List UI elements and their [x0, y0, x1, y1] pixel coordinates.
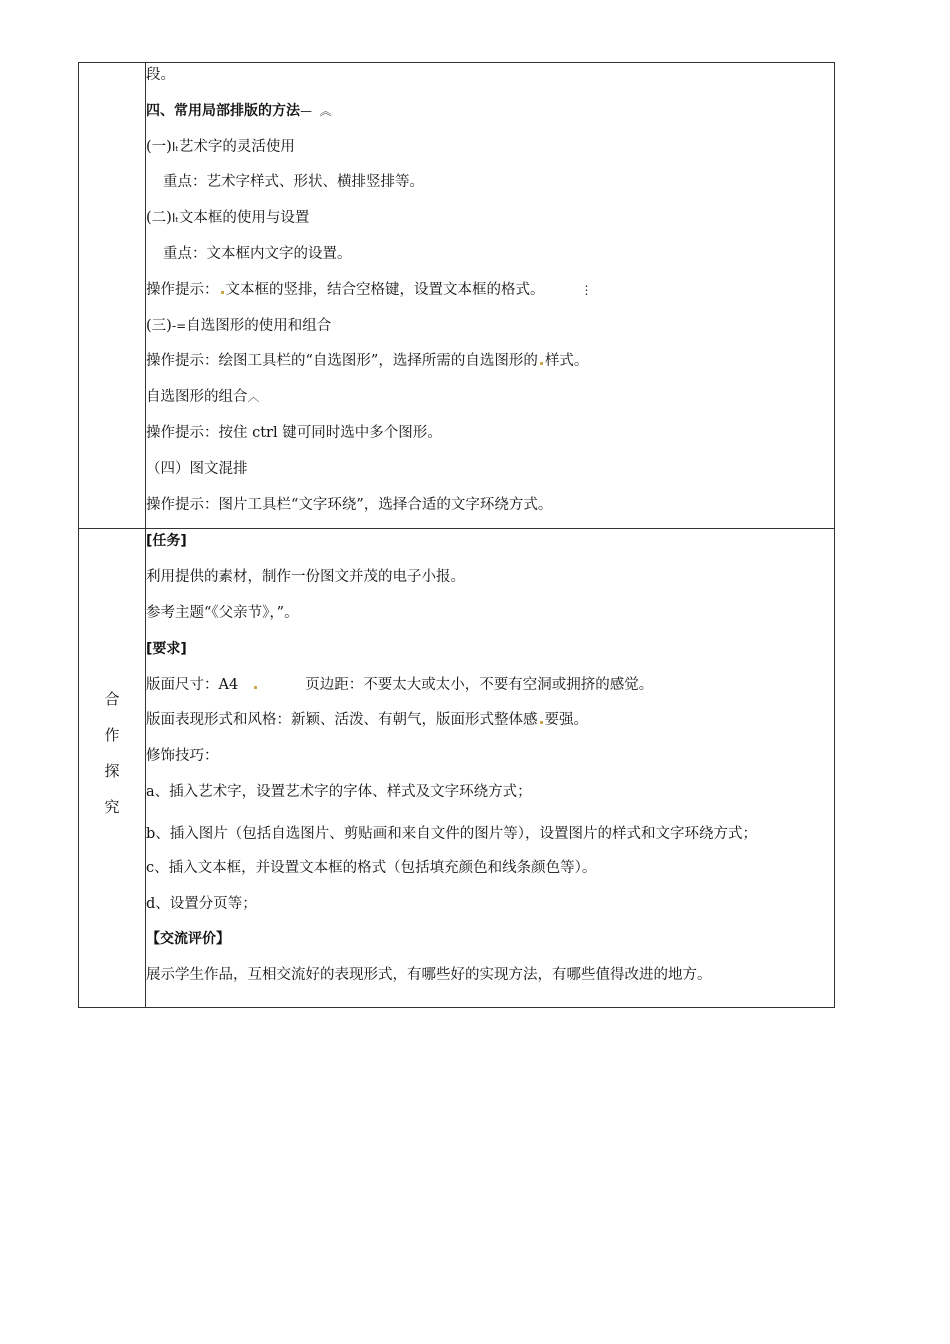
tip-item: a、插入艺术字，设置艺术字的字体、样式及文字环绕方式； [146, 783, 532, 800]
tip-item: b、插入图片（包括自选图片、剪贴画和来自文件的图片等），设置图片的样式和文字环绕方式； [146, 825, 758, 842]
dot-mark-icon [221, 291, 224, 294]
subheading-4: （四）图文混排 [146, 460, 248, 477]
group-line: 自选图形的组合︿ [146, 389, 260, 406]
section-heading: 四、常用局部排版的方法— ︽ [146, 102, 332, 119]
tip-line-1: 操作提示： 文本框的竖排，结合空格键，设置文本框的格式。 ⋮ [146, 281, 593, 298]
glyph-mark-icon: Ⅰₜ [171, 211, 179, 226]
task-text: 利用提供的素材，制作一份图文并茂的电子小报。 [146, 569, 465, 586]
task-heading: [任务] [146, 533, 187, 550]
dot-mark-icon [540, 721, 543, 724]
dot-mark-icon [254, 686, 257, 689]
theme-text: 参考主题“《父亲节》，”。 [146, 604, 299, 621]
tip-line-4: 操作提示：图片工具栏“文字环绕”，选择合适的文字环绕方式。 [146, 496, 553, 513]
cooperation-content-cell [146, 529, 835, 1008]
key-point-2: 重点：文本框内文字的设置。 [163, 245, 352, 262]
dot-mark-icon [540, 362, 543, 365]
glyph-mark-icon: Ⅰₜ [171, 139, 179, 154]
cooperation-row [79, 529, 835, 1008]
tip-item: c、插入文本框，并设置文本框的格式（包括填充颜色和线条颜色等）。 [146, 859, 597, 876]
subheading-3: (三)-=自选图形的使用和组合 [146, 317, 332, 334]
methods-label-cell [79, 63, 146, 529]
tip-item: d、设置分页等； [146, 895, 257, 912]
lesson-table [78, 62, 835, 1008]
requirements-heading: [要求] [146, 640, 187, 657]
text-line: 段。 [146, 67, 175, 83]
size-line: 版面尺寸：A4 页边距：不要太大或太小，不要有空洞或拥挤的感觉。 [146, 676, 654, 693]
evaluation-text: 展示学生作品，互相交流好的表现形式，有哪些好的实现方法，有哪些值得改进的地方。 [146, 967, 712, 984]
style-line: 版面表现形式和风格：新颖、活泼、有朝气，版面形式整体感 要强。 [146, 712, 588, 729]
tips-heading: 修饰技巧： [146, 748, 219, 765]
subheading-1: (一)Ⅰₜ艺术字的灵活使用 [146, 138, 295, 155]
tip-line-2: 操作提示：绘图工具栏的“自选图形”，选择所需的自选图形的 样式。 [146, 353, 589, 370]
cooperation-label-cell [79, 529, 146, 1008]
subheading-2: (二)Ⅰₜ文本框的使用与设置 [146, 210, 310, 227]
tip-line-3: 操作提示：按住 ctrl 键可同时选中多个图形。 [146, 424, 442, 441]
equals-mark-icon: -= [171, 318, 187, 333]
methods-content-cell [146, 63, 835, 529]
methods-row [79, 63, 835, 529]
vertical-label: 合 作 探 究 [104, 690, 120, 817]
evaluation-heading: 【交流评价】 [146, 931, 230, 948]
key-point-1: 重点：艺术字样式、形状、横排竖排等。 [163, 174, 424, 191]
ellipsis-mark-icon: ⋮ [580, 282, 593, 297]
caret-mark-icon: ︿ [247, 390, 260, 405]
dash-mark-icon: — ︽ [300, 103, 332, 118]
